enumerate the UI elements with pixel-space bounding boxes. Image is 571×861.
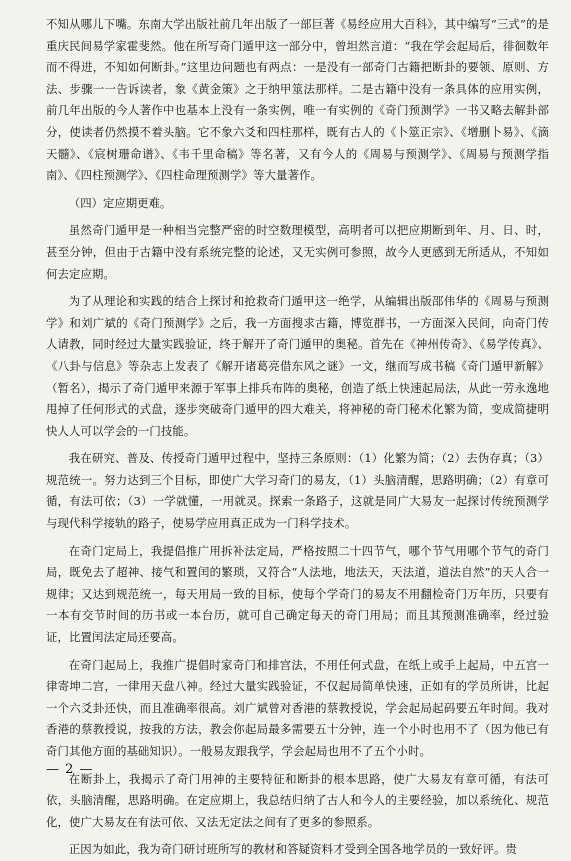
paragraph-5: 我在研究、普及、传授奇门遁甲过程中，坚持三条原则：（1）化繁为简；（2）去伪存真；（3）规范统一。努力达到三个目标，即使广大学习奇门的易友，（1）头脑清醒，思路明确；（2）有章可循，有法可依；（3）一学就懂，一用就灵。探索一条路子，这就是同广大易友一起探讨传统预测学与现代科学接轨的路子，使易学应用真正成为一门科学技术。 <box>46 451 549 531</box>
paragraph-6: 在奇门定局上，我提倡推广用拆补法定局，严格按照二十四节气，哪个节气用哪个节气的奇门局，既免去了超神、接气和置闰的繁琐，又符合“人法地，地法天，天法道，道法自然”的天人合一规律；又达到规范统一，每天用局一致的目标，使每个学奇门的易友不用翻检奇门万年历，只要有一本有交节时间的历书或一本台历，就可自己确定每天的奇门用局；而且其预测准确率，经过验证，比置闰法定局还要高。 <box>46 543 549 645</box>
paragraph-3: 虽然奇门遁甲是一种相当完整严密的时空数理模型，高明者可以把应期断到年、月、日、时，甚至分钟，但由于古籍中没有系统完整的论述，又无实例可参照，故今人更感到无所适从，不知如何去定应期。 <box>46 223 549 281</box>
page-number: — 2 — <box>46 762 94 777</box>
paragraph-9: 正因为如此，我为奇门研讨班所写的教材和答疑资料才受到全国各地学员的一致好评。贵 <box>68 842 517 857</box>
paragraph-4: 为了从理论和实践的结合上探讨和抢救奇门遁甲这一绝学，从编辑出版邵伟华的《周易与预测学》和刘广斌的《奇门预测学》之后，我一方面搜求古籍，博览群书，一方面深入民间，向奇门传人请教，同时经过大量实践验证，终于解开了奇门遁甲的奥秘。首先在《神州传奇》、《易学传真》、《八卦与信息》等杂志上发表了《解开诸葛亮借东风之谜》一文，继而写成书稿《奇门遁甲新解》（暂名），揭示了奇门遁甲来源于军事上排兵布阵的奥秘，创造了纸上快速起局法，从此一劳永逸地甩掉了任何形式的式盘，逐步突破奇门遁甲的四大难关，将神秘的奇门秘术化繁为简，变成简捷明快人人可以学会的一门技能。 <box>46 294 549 438</box>
paragraph-7: 在奇门起局上，我推广提倡时家奇门和排宫法，不用任何式盘，在纸上或手上起局，中五宫一律寄坤二宫，一律用天盘八神。经过大量实践验证，不仅起局简单快速，正如有的学员所讲，比起一个六爻卦还快，而且准确率很高。刘广斌曾对香港的蔡教授说，学会起局起码要五年时间。我对香港的蔡教授说，按我的方法，教会你起局最多需要五十分钟，连一个小时也用不了（因为他已有奇门其他方面的基础知识）。一般易友跟我学，学会起局也用不了五个小时。 <box>46 657 549 758</box>
paragraph-1: 不知从哪儿下嘴。东南大学出版社前几年出版了一部巨著《易经应用大百科》，其中编写“三式”的是重庆民间易学家霍斐然。他在所写奇门遁甲这一部分中，曾坦然言道：“我在学会起局后，徘徊数年而不得进，不知如何断卦。”这里边问题也有两点：一是没有一部奇门古籍把断卦的要领、原则、方法、步骤一一告诉读者，象《黄金策》之于纳甲筮法那样。二是古籍中没有一条具体的应用实例，前几年出版的今人著作中也基本上没有一条实例，唯一有实例的《奇门预测学》一书又略去解卦部分，使读者仍然摸不着头脑。它不象六爻和四柱那样，既有古人的《卜筮正宗》、《增删卜易》、《滴天髓》、《宸树珊命谱》、《韦千里命稿》等名著，又有今人的《周易与预测学》、《周易与预测学指南》、《四柱预测学》、《四柱命理预测学》等大量著作。 <box>46 17 549 183</box>
section-heading: （四）定应期更难。 <box>68 195 172 210</box>
paragraph-8: 在断卦上，我揭示了奇门用神的主要特征和断卦的根本思路，使广大易友有章可循，有法可依，头脑清醒，思路明确。在定应期上，我总结归纳了古人和今人的主要经验，加以系统化、规范化，使广大易友在有法可依、又法无定法之间有了更多的参照系。 <box>46 771 549 829</box>
